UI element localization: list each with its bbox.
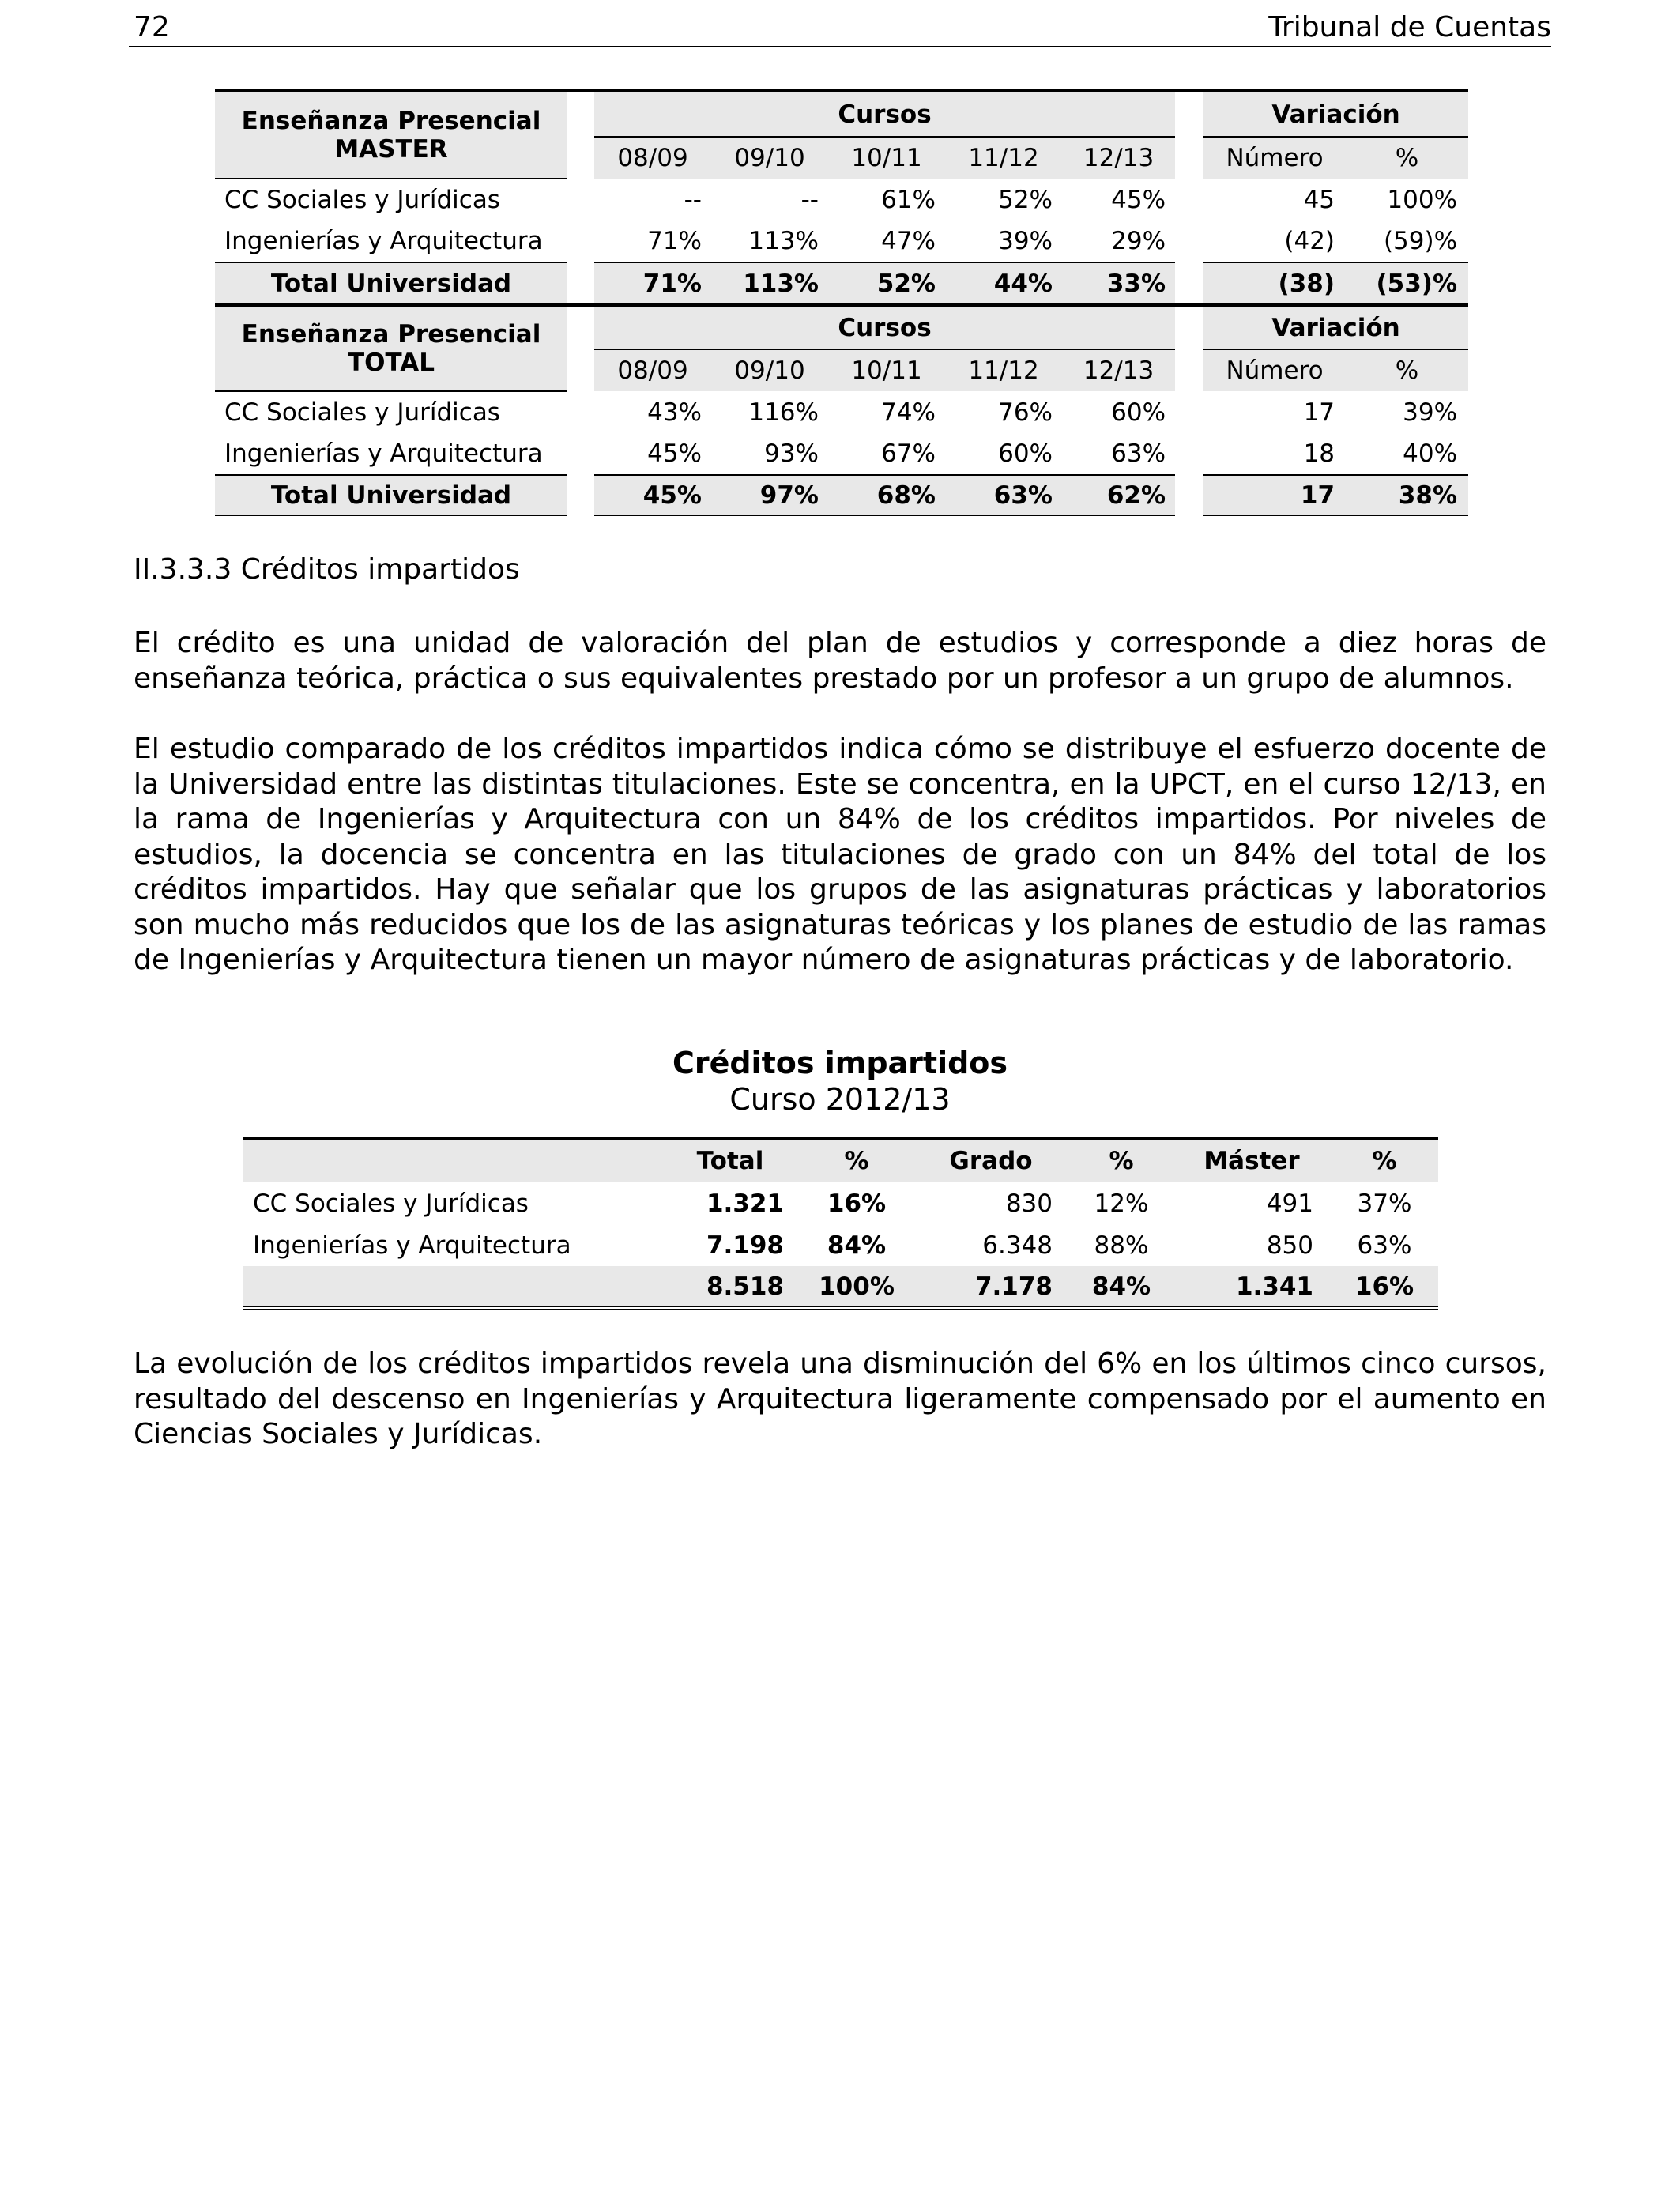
master-cursos-header: Cursos — [594, 91, 1175, 137]
paragraph: El crédito es una unidad de valoración del plan de estudios y corresponde a diez horas de enseñanza teórica, práctica o sus equivalentes prestado por un profesor a un grupo de alumnos. — [134, 627, 1546, 695]
year-header: 08/09 — [594, 137, 711, 179]
var-pct-header: % — [1346, 137, 1468, 179]
master-header-label: Enseñanza Presencial MASTER — [215, 91, 567, 179]
table-row: Ingenierías y Arquitectura 71% 113% 47% 39% 29% (42) (59)% — [224, 227, 1458, 255]
total-variacion-header: Variación — [1203, 305, 1468, 349]
total-row: 8.518 100% 7.178 84% 1.341 16% — [243, 1266, 1438, 1308]
credits-table — [243, 1137, 1438, 1310]
table-row: Ingenierías y Arquitectura 45% 93% 67% 60% 63% 18 40% — [224, 439, 1458, 468]
year-header: 12/13 — [1062, 137, 1175, 179]
total-row: Total Universidad 45% 97% 68% 63% 62% 17 38% — [215, 475, 1468, 517]
table-row: CC Sociales y Jurídicas 1.321 16% 830 12% 491 37% — [253, 1189, 1412, 1218]
section-heading: II.3.3.3 Créditos impartidos — [134, 553, 520, 586]
year-header: 11/12 — [945, 137, 1062, 179]
master-table — [215, 89, 1468, 305]
var-number-header: Número — [1203, 349, 1346, 391]
table-header-row: Total % Grado % Máster % — [243, 1138, 1438, 1182]
total-header-label: Enseñanza Presencial TOTAL — [215, 305, 567, 391]
var-pct-header: % — [1346, 349, 1468, 391]
year-header: 08/09 — [594, 349, 711, 391]
table-title: Créditos impartidos — [672, 1046, 1008, 1080]
table-row: CC Sociales y Jurídicas -- -- 61% 52% 45% 45 100% — [224, 185, 1458, 214]
year-header: 09/10 — [711, 349, 828, 391]
table-row: CC Sociales y Jurídicas 43% 116% 74% 76% 60% 17 39% — [224, 398, 1458, 427]
total-row: Total Universidad 71% 113% 52% 44% 33% (38) (53)% — [215, 262, 1468, 304]
year-header: 09/10 — [711, 137, 828, 179]
year-header: 12/13 — [1062, 349, 1175, 391]
page-header — [129, 6, 1551, 47]
year-header: 10/11 — [828, 137, 945, 179]
table-row: Ingenierías y Arquitectura 7.198 84% 6.348 88% 850 63% — [253, 1231, 1412, 1260]
running-title: Tribunal de Cuentas — [1268, 11, 1551, 43]
var-number-header: Número — [1203, 137, 1346, 179]
paragraph: El estudio comparado de los créditos impartidos indica cómo se distribuye el esfuerzo docente de la Universidad entre las distintas titulaciones. Este se concentra, en la UPCT, en el curso 12/13, en la rama de Ingenierías y Arquitectura con un 84% de los créditos impartidos. Por niveles de estudios, la docencia se concentra en las titulaciones de grado con un 84% del total de los créditos impartidos. Hay que señalar que los grupos de las asignaturas prácticas y laboratorios son mucho más reducidos que los de las asignaturas teóricas y los planes de estudio de las ramas de Ingenierías y Arquitectura tienen un mayor número de asignaturas prácticas y de laboratorio. — [134, 733, 1546, 976]
total-table — [215, 303, 1468, 518]
master-variacion-header: Variación — [1203, 91, 1468, 137]
table-subtitle: Curso 2012/13 — [729, 1082, 951, 1117]
paragraph: La evolución de los créditos impartidos revela una disminución del 6% en los últimos cinco cursos, resultado del descenso en Ingenierías y Arquitectura ligeramente compensado por el aumento en Ciencias Sociales y Jurídicas. — [134, 1348, 1546, 1450]
year-header: 10/11 — [828, 349, 945, 391]
page-number: 72 — [134, 11, 170, 43]
total-cursos-header: Cursos — [594, 305, 1175, 349]
year-header: 11/12 — [945, 349, 1062, 391]
